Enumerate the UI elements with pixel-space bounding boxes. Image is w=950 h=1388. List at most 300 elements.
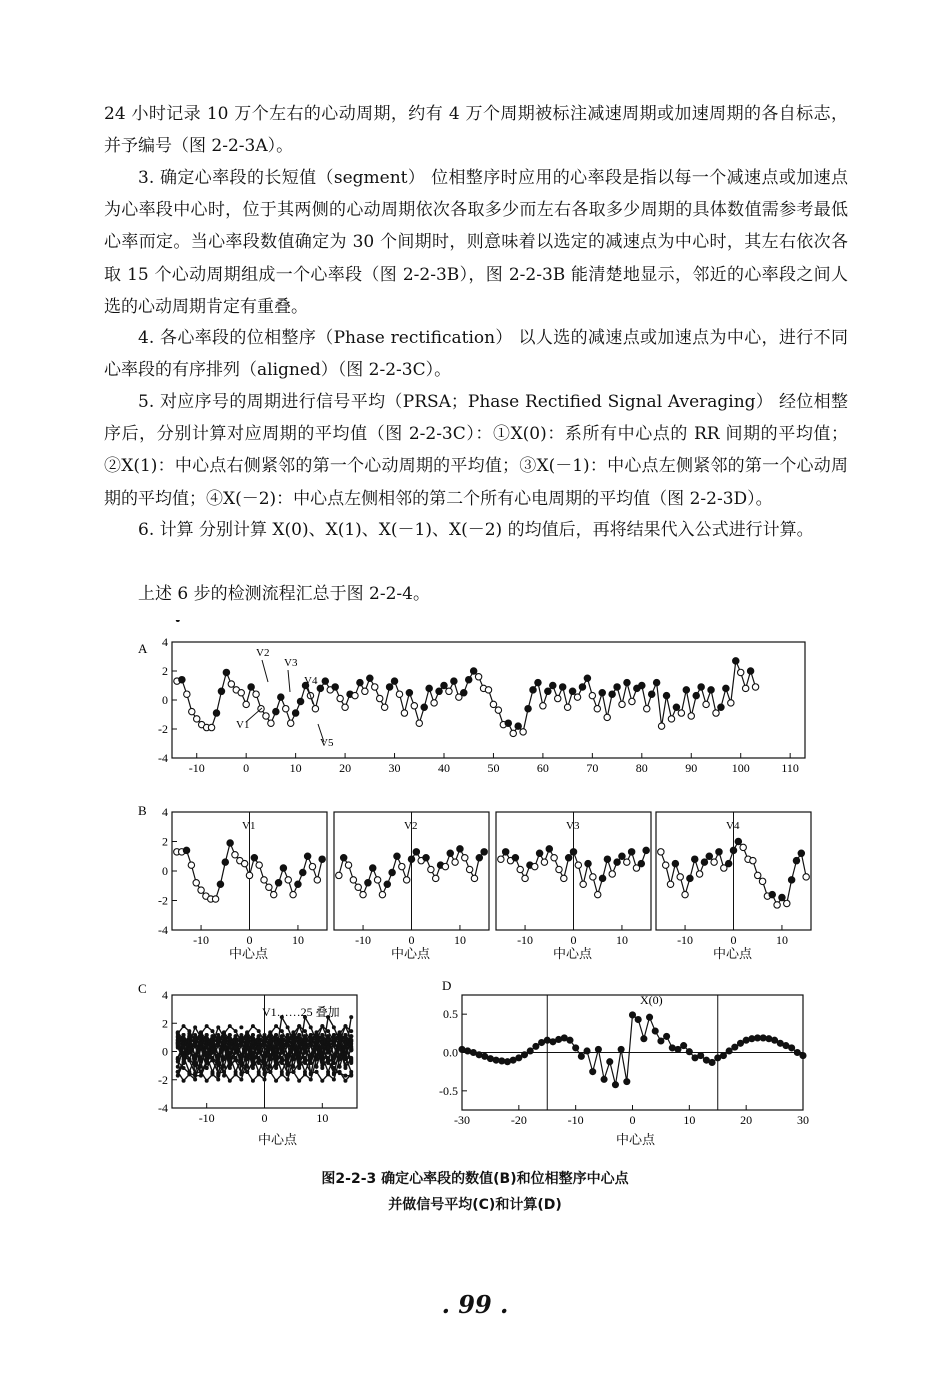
- data-point: [644, 706, 650, 712]
- data-point: [658, 1038, 664, 1044]
- data-point: [607, 1059, 613, 1065]
- data-point: [461, 690, 467, 696]
- data-point: [594, 706, 600, 712]
- data-point: [337, 695, 343, 701]
- data-point: [442, 863, 448, 869]
- data-point: [384, 881, 390, 887]
- data-point: [222, 859, 228, 865]
- overlay-point: [257, 1029, 261, 1033]
- data-point: [769, 891, 775, 897]
- x-tick-label: -10: [567, 1113, 584, 1127]
- data-point: [747, 668, 753, 674]
- y-tick-label: 0.0: [443, 1045, 458, 1060]
- plot-frame: [172, 642, 805, 758]
- data-point: [624, 679, 630, 685]
- overlay-point: [286, 1077, 290, 1081]
- overlay-point: [228, 1033, 232, 1037]
- data-point: [251, 855, 257, 861]
- data-point: [386, 684, 392, 690]
- overlay-point: [286, 1038, 290, 1042]
- data-point: [732, 1044, 738, 1050]
- y-tick-label: 0: [162, 693, 168, 707]
- data-point: [431, 700, 437, 706]
- data-point: [342, 704, 348, 710]
- paragraph-5: 6. 计算 分别计算 X(0)、X(1)、X(－1)、X(－2) 的均值后，再将结果代入公式进行计算。: [138, 520, 814, 540]
- data-point: [522, 875, 528, 881]
- y-tick-label: -2: [158, 722, 168, 736]
- data-point: [499, 1058, 505, 1064]
- x-tick-label: 0: [629, 1113, 636, 1127]
- annotation-arrow: [288, 670, 290, 692]
- data-point: [188, 862, 194, 868]
- data-point: [718, 704, 724, 710]
- x-tick-label: 10: [615, 933, 628, 947]
- data-point: [283, 706, 289, 712]
- data-point: [377, 695, 383, 701]
- page-number: . 99 .: [441, 1290, 509, 1319]
- overlay-point: [222, 1030, 226, 1034]
- overlay-point: [210, 1029, 214, 1033]
- data-point: [590, 874, 596, 880]
- data-point: [481, 849, 487, 855]
- data-point: [546, 846, 552, 852]
- data-point: [470, 668, 476, 674]
- overlay-point: [291, 1057, 295, 1061]
- data-point: [527, 1048, 533, 1054]
- xlabel-c: 中心点: [258, 1132, 298, 1147]
- data-point: [208, 724, 214, 730]
- overlay-point: [176, 1030, 180, 1034]
- overlay-point: [187, 1072, 191, 1076]
- data-point: [578, 1053, 584, 1059]
- data-point: [189, 708, 195, 714]
- data-point: [394, 853, 400, 859]
- x-tick-label: 30: [388, 761, 401, 775]
- overlay-point: [286, 1056, 290, 1060]
- overlay-point: [286, 1061, 290, 1065]
- overlay-point: [297, 1052, 301, 1056]
- data-point: [228, 681, 234, 687]
- overlay-point: [205, 1024, 209, 1028]
- y-tick-label: 2: [162, 834, 168, 849]
- data-point: [595, 1046, 601, 1052]
- overlay-point: [216, 1033, 220, 1037]
- xlabel-b1: 中心点: [229, 946, 269, 961]
- data-point: [360, 891, 366, 897]
- overlay-point: [176, 1070, 180, 1074]
- overlay-point: [286, 1072, 290, 1076]
- data-point: [774, 902, 780, 908]
- panel-b: [158, 805, 811, 947]
- overlay-point: [332, 1077, 336, 1081]
- data-point: [389, 869, 395, 875]
- data-point: [692, 856, 698, 862]
- data-point: [246, 872, 252, 878]
- overlay-point: [210, 1056, 214, 1060]
- data-point: [794, 1050, 800, 1056]
- data-point: [413, 849, 419, 855]
- data-point: [590, 1069, 596, 1075]
- x-tick-label: 10: [289, 761, 302, 775]
- data-point: [609, 871, 615, 877]
- overlay-point: [205, 1044, 209, 1048]
- data-point: [536, 850, 542, 856]
- data-point: [367, 675, 373, 681]
- data-point: [766, 1036, 772, 1042]
- data-point: [681, 1043, 687, 1049]
- overlay-point: [193, 1033, 197, 1037]
- overlay-point: [320, 1033, 324, 1037]
- data-point: [379, 891, 385, 897]
- data-point: [647, 1014, 653, 1020]
- data-point: [541, 859, 547, 865]
- overlay-point: [274, 1063, 278, 1067]
- data-point: [428, 866, 434, 872]
- overlay-point: [303, 1072, 307, 1076]
- overlay-point: [234, 1034, 238, 1038]
- overlay-point: [291, 1065, 295, 1069]
- x-tick-label: -10: [355, 933, 372, 947]
- data-point: [319, 856, 325, 862]
- data-point: [589, 692, 595, 698]
- overlay-point: [239, 1025, 243, 1029]
- overlay-point: [222, 1065, 226, 1069]
- overlay-point: [309, 1077, 313, 1081]
- overlay-point: [228, 1079, 232, 1083]
- data-point: [641, 1036, 647, 1042]
- data-point: [730, 847, 736, 853]
- overlay-point: [309, 1033, 313, 1037]
- overlay-point: [297, 1037, 301, 1041]
- data-point: [683, 687, 689, 693]
- overlay-point: [326, 1046, 330, 1050]
- data-point: [275, 880, 281, 886]
- data-point: [285, 877, 291, 883]
- overlay-point: [268, 1070, 272, 1074]
- data-point: [193, 880, 199, 886]
- data-point: [743, 1037, 749, 1043]
- overlay-point: [303, 1046, 307, 1050]
- data-point: [256, 862, 262, 868]
- data-point: [715, 1055, 721, 1061]
- data-point: [530, 687, 536, 693]
- data-point: [652, 1028, 658, 1034]
- data-point: [340, 855, 346, 861]
- figure-2-2-3: [0, 620, 950, 1180]
- data-point: [512, 855, 518, 861]
- overlay-point: [309, 1038, 313, 1042]
- data-point: [662, 862, 668, 868]
- overlay-point: [216, 1077, 220, 1081]
- overlay-point: [245, 1057, 249, 1061]
- xlabel-d: 中心点: [616, 1132, 656, 1147]
- data-point: [505, 720, 511, 726]
- overlay-point: [193, 1072, 197, 1076]
- overlay-point: [286, 1033, 290, 1037]
- data-point: [728, 700, 734, 706]
- overlay-point: [297, 1063, 301, 1067]
- data-point: [783, 1043, 789, 1049]
- data-point: [309, 863, 315, 869]
- x-tick-label: 20: [339, 761, 352, 775]
- data-point: [569, 688, 575, 694]
- overlay-point: [332, 1072, 336, 1076]
- overlay-point: [315, 1039, 319, 1043]
- x-tick-label: 10: [775, 933, 788, 947]
- data-point: [532, 863, 538, 869]
- x-tick-label: -30: [454, 1113, 470, 1127]
- data-point: [678, 710, 684, 716]
- overlay-point: [309, 1056, 313, 1060]
- overlay-point: [297, 1024, 301, 1028]
- overlay-point: [199, 1030, 203, 1034]
- data-point: [352, 692, 358, 698]
- y-tick-label: 0.5: [443, 1007, 458, 1022]
- overlay-point: [176, 1042, 180, 1046]
- x-tick-label: 0: [243, 761, 250, 775]
- data-point: [749, 1036, 755, 1042]
- overlay-point: [222, 1034, 226, 1038]
- overlay-point: [338, 1065, 342, 1069]
- overlay-point: [315, 1053, 319, 1057]
- data-point: [653, 679, 659, 685]
- overlay-point: [274, 1079, 278, 1083]
- data-point: [374, 877, 380, 883]
- data-point: [498, 856, 504, 862]
- overlay-point: [297, 1079, 301, 1083]
- overlay-point: [239, 1077, 243, 1081]
- data-point: [601, 1076, 607, 1082]
- data-point: [312, 706, 318, 712]
- overlay-point: [338, 1071, 342, 1075]
- overlay-point: [251, 1051, 255, 1055]
- x-tick-label: 0: [261, 1111, 268, 1125]
- data-point: [726, 1048, 732, 1054]
- data-point: [550, 682, 556, 688]
- overlay-point: [182, 1044, 186, 1048]
- overlay-point: [176, 1065, 180, 1069]
- overlay-point: [234, 1029, 238, 1033]
- data-point: [490, 701, 496, 707]
- data-point: [183, 847, 189, 853]
- overlay-point: [309, 1072, 313, 1076]
- data-point: [682, 891, 688, 897]
- overlay-point: [182, 1051, 186, 1055]
- data-point: [551, 855, 557, 861]
- overlay-point: [257, 1034, 261, 1038]
- data-point: [287, 720, 293, 726]
- data-point: [426, 685, 432, 691]
- overlay-point: [291, 1053, 295, 1057]
- data-point: [709, 1059, 715, 1065]
- data-point: [470, 1050, 476, 1056]
- data-point: [184, 691, 190, 697]
- data-point: [612, 1082, 618, 1088]
- overlay-point: [320, 1063, 324, 1067]
- data-point: [232, 852, 238, 858]
- annotation-v2: V2: [256, 647, 270, 659]
- overlay-point: [274, 1052, 278, 1056]
- overlay-point: [274, 1033, 278, 1037]
- x-tick-label: 90: [685, 761, 698, 775]
- x-tick-label: 10: [291, 933, 304, 947]
- data-point: [716, 849, 722, 855]
- y-tick-label: -2: [158, 1072, 168, 1087]
- data-point: [336, 872, 342, 878]
- data-point: [629, 698, 635, 704]
- overlay-point: [268, 1039, 272, 1043]
- overlay-point: [205, 1033, 209, 1037]
- figure-caption-line2: 并做信号平均(C)和计算(D): [388, 1197, 562, 1213]
- data-point: [253, 691, 259, 697]
- x-tick-label: 10: [453, 933, 466, 947]
- x-tick-label: -10: [517, 933, 534, 947]
- data-point: [759, 878, 765, 884]
- data-point: [263, 713, 269, 719]
- annotation-v5: V5: [320, 737, 334, 749]
- data-point: [673, 704, 679, 710]
- overlay-point: [222, 1041, 226, 1045]
- data-point: [784, 900, 790, 906]
- data-point: [540, 703, 546, 709]
- overlay-point: [326, 1060, 330, 1064]
- data-point: [595, 891, 601, 897]
- overlay-point: [251, 1024, 255, 1028]
- data-point: [433, 875, 439, 881]
- overlay-point: [343, 1024, 347, 1028]
- overlay-point: [343, 1063, 347, 1067]
- overlay-point: [251, 1037, 255, 1041]
- data-point: [614, 684, 620, 690]
- data-point: [357, 679, 363, 685]
- y-tick-label: -4: [158, 1101, 168, 1115]
- data-point: [516, 1055, 522, 1061]
- overlay-point: [228, 1037, 232, 1041]
- x-tick-label: 80: [635, 761, 648, 775]
- data-point: [630, 1012, 636, 1018]
- overlay-point: [320, 1079, 324, 1083]
- overlay-point: [187, 1034, 191, 1038]
- x-tick-label: 0: [408, 933, 415, 947]
- overlay-point: [222, 1070, 226, 1074]
- xlabel-b2: 中心点: [391, 946, 431, 961]
- overlay-point: [309, 1025, 313, 1029]
- overlay-point: [315, 1032, 319, 1036]
- xlabel-b4: 中心点: [713, 946, 753, 961]
- overlay-point: [239, 1072, 243, 1076]
- data-point: [686, 1049, 692, 1055]
- data-point: [273, 708, 279, 714]
- data-point: [227, 840, 233, 846]
- overlay-point: [268, 1030, 272, 1034]
- overlay-point: [280, 1061, 284, 1065]
- data-point: [544, 1037, 550, 1043]
- overlay-point: [343, 1052, 347, 1056]
- data-point: [266, 884, 272, 890]
- window-3: [496, 812, 651, 947]
- data-point: [314, 877, 320, 883]
- window-2: [334, 812, 489, 947]
- overlay-point: [291, 1070, 295, 1074]
- paragraph-4: 5. 对应序号的周期进行信号平均（PRSA；Phase Rectified Signal Averaging） 经位相整序后，分别计算对应周期的平均值（图 2-2-3C）：①X(0)：系所有中心点的 RR 间期的平均值；②X(1)：中心点右侧紧邻的第一个心动周期的平均值；③X(－1)：中心点左侧紧邻的第一个心动周期的平均值；④X(－2)：中心点左侧相邻的第二个所有心电周期的平均值（图 2-2-3D）。: [104, 392, 848, 509]
- x-tick-label: 10: [316, 1111, 329, 1125]
- overlay-point: [210, 1034, 214, 1038]
- data-point: [628, 849, 634, 855]
- data-point: [668, 716, 674, 722]
- overlay-point: [187, 1029, 191, 1033]
- overlay-point: [332, 1038, 336, 1042]
- overlay-point: [234, 1056, 238, 1060]
- data-point: [565, 855, 571, 861]
- data-point: [750, 857, 756, 863]
- x-tick-label: 0: [730, 933, 737, 947]
- data-point: [720, 1053, 726, 1059]
- overlay-point: [251, 1079, 255, 1083]
- overlay-point: [182, 1024, 186, 1028]
- data-point: [466, 866, 472, 872]
- data-point: [350, 877, 356, 883]
- overlay-point: [216, 1037, 220, 1041]
- data-point: [217, 881, 223, 887]
- data-point: [290, 891, 296, 897]
- data-point: [423, 855, 429, 861]
- data-point: [355, 884, 361, 890]
- data-point: [555, 695, 561, 701]
- data-point: [223, 669, 229, 675]
- data-point: [271, 891, 277, 897]
- data-point: [241, 860, 247, 866]
- data-point: [179, 677, 185, 683]
- x-tick-label: -10: [193, 933, 210, 947]
- data-point: [332, 684, 338, 690]
- data-point: [585, 860, 591, 866]
- series-line: [462, 1015, 803, 1085]
- overlay-point: [332, 1025, 336, 1029]
- x-tick-label: 0: [246, 933, 253, 947]
- data-point: [752, 684, 758, 690]
- data-point: [401, 710, 407, 716]
- data-point: [381, 704, 387, 710]
- x-tick-label: 60: [536, 761, 549, 775]
- overlay-point: [193, 1037, 197, 1041]
- overlay-point: [286, 1025, 290, 1029]
- data-point: [457, 846, 463, 852]
- overlay-point: [187, 1057, 191, 1061]
- data-point: [618, 1046, 624, 1052]
- overlay-point: [245, 1065, 249, 1069]
- data-point: [638, 860, 644, 866]
- data-point: [304, 853, 310, 859]
- data-point: [408, 856, 414, 862]
- data-point: [667, 881, 673, 887]
- window-label-v1: V1: [242, 820, 256, 832]
- data-point: [619, 701, 625, 707]
- paragraph-1: 24 小时记录 10 万个左右的心动周期，约有 4 万个周期被标注减速周期或加速周期的各自标志，并予编号（图 2-2-3A）。: [104, 104, 848, 157]
- data-point: [639, 682, 645, 688]
- data-point: [520, 729, 526, 735]
- data-point: [510, 1057, 516, 1063]
- overlay-point: [320, 1044, 324, 1048]
- data-point: [706, 853, 712, 859]
- data-point: [604, 856, 610, 862]
- data-point: [476, 855, 482, 861]
- data-point: [688, 713, 694, 719]
- overlay-point: [205, 1066, 209, 1070]
- overlay-point: [245, 1030, 249, 1034]
- data-point: [708, 687, 714, 693]
- data-point: [624, 859, 630, 865]
- data-point: [391, 678, 397, 684]
